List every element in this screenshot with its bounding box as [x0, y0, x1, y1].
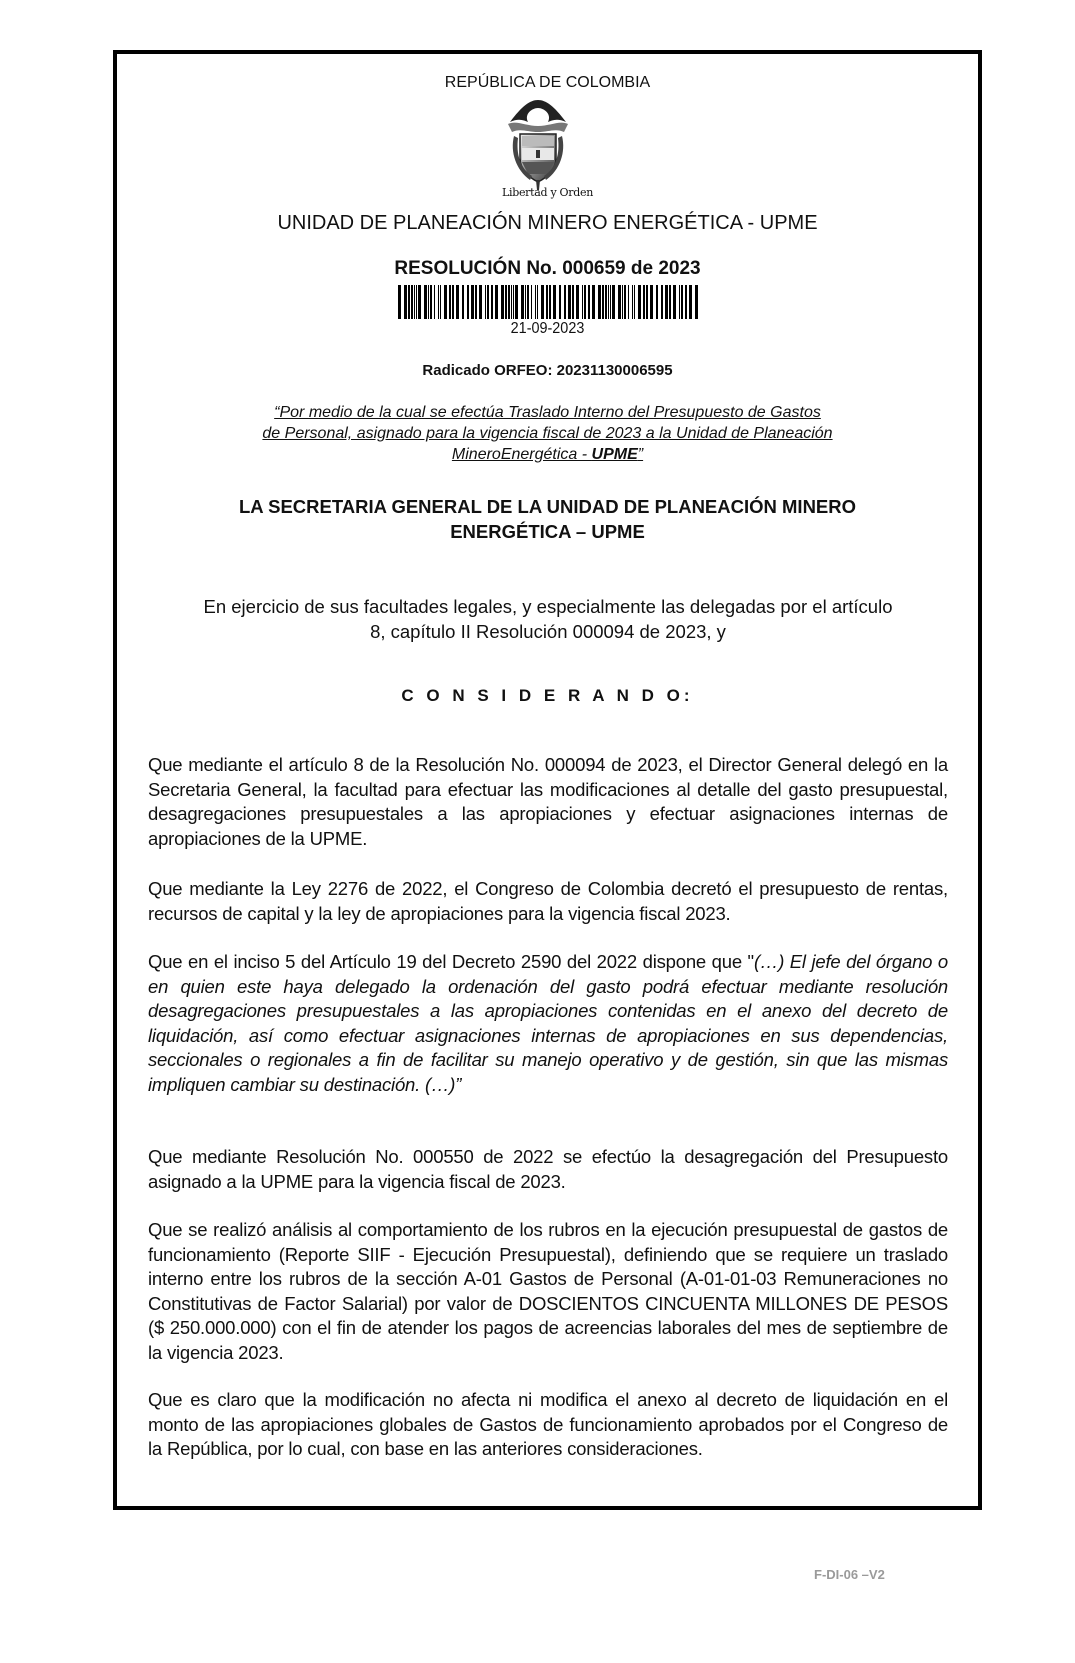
subject-line-3-bold: UPME: [591, 446, 638, 463]
subject-line-2: de Personal, asignado para la vigencia fiscal de 2023 a la Unidad de Planeación: [262, 425, 833, 442]
preamble-line-2: 8, capítulo II Resolución 000094 de 2023, y: [370, 621, 726, 642]
paragraph-3-text: Que en el inciso 5 del Artículo 19 del Decreto 2590 del 2022 dispone que ": [148, 951, 754, 972]
paragraph-2: Que mediante la Ley 2276 de 2022, el Congreso de Colombia decretó el presupuesto de rentas, recursos de capital y la ley de apropiaciones para la vigencia fiscal 2023.: [148, 878, 948, 924]
country-heading: REPÚBLICA DE COLOMBIA: [444, 74, 651, 91]
resolution-title: RESOLUCIÓN No. 000659 de 2023: [394, 258, 701, 279]
issuing-authority: [160, 494, 935, 544]
subject-line-3: [230, 444, 865, 465]
subject-line-3-text: MineroEnergética -: [451, 446, 592, 463]
considerando-heading: C O N S I D E R A N D O:: [401, 686, 694, 705]
authority-line-2: ENERGÉTICA – UPME: [450, 521, 645, 542]
preamble-line-1: En ejercicio de sus facultades legales, y especialmente las delegadas por el artículo: [203, 596, 893, 617]
entity-name: UNIDAD DE PLANEACIÓN MINERO ENERGÉTICA - UPME: [277, 212, 818, 234]
resolution-subject: [230, 402, 865, 465]
colombia-coat-of-arms-icon: [502, 96, 574, 200]
paragraph-5: Que se realizó análisis al comportamiento de los rubros en la ejecución presupuestal de gastos de funcionamiento (Reporte SIIF - Ejecución Presupuestal), definiendo que se requiere un traslado interno entre los rubros de la sección A-01 Gastos de Personal (A-01-01-03 Remuneraciones no Constitutivas de Factor Salarial) por valor de DOSCIENTOS CINCUENTA MILLONES DE PESOS ($ 250.000.000) con el fin de atender los pagos de acreencias laborales del mes de septiembre de la vigencia 2023.: [148, 1219, 948, 1363]
paragraph-4: Que mediante Resolución No. 000550 de 2022 se efectúo la desagregación del Presupuesto asignado a la UPME para la vigencia fiscal de 2023.: [148, 1146, 948, 1192]
paragraph-3-decree-quote: [148, 950, 948, 1097]
paragraph-3-quoted-text: (…) El jefe del órgano o en quien este haya delegado la ordenación del gasto podrá efectuar mediante resolución desagregaciones presupuestales a las apropiaciones contenidas en el anexo del decreto de liquidación, así como efectuar asignaciones internas de apropiaciones en sus dependencias, seccionales o regionales a fin de facilitar su manejo operativo y de gestión, sin que las mismas impliquen cambiar su destinación. (…)”: [148, 951, 948, 1095]
barcode-icon: [398, 285, 702, 319]
form-code: F-DI-06 –V2: [814, 1567, 885, 1582]
subject-closing-quote: ”: [637, 446, 644, 463]
authority-line-1: LA SECRETARIA GENERAL DE LA UNIDAD DE PLANEACIÓN MINERO: [238, 496, 857, 517]
preamble: [148, 594, 948, 644]
crest-motto: Libertad y Orden: [502, 186, 593, 199]
barcode-date: 21-09-2023: [510, 320, 585, 337]
subject-line-1: “Por medio de la cual se efectúa Traslado Interno del Presupuesto de Gastos: [274, 404, 821, 421]
paragraph-1: Que mediante el artículo 8 de la Resolución No. 000094 de 2023, el Director General delegó en la Secretaria General, la facultad para efectuar las modificaciones al detalle del gasto presupuestal, desagregaciones presupuestales a las apropiaciones y efectuar asignaciones internas de apropiaciones de la UPME.: [148, 754, 948, 849]
paragraph-6: Que es claro que la modificación no afecta ni modifica el anexo al decreto de liquidación en el monto de las apropiaciones globales de Gastos de funcionamiento aprobados por el Congreso de la República, por lo cual, con base en las anteriores consideraciones.: [148, 1389, 948, 1459]
orfeo-filing-number: Radicado ORFEO: 20231130006595: [422, 362, 673, 379]
